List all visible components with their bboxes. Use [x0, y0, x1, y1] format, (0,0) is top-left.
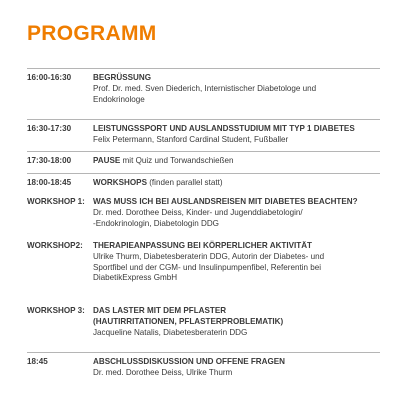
program-row — [27, 119, 380, 151]
program-row — [27, 151, 380, 173]
row-body — [93, 197, 380, 241]
row-body — [93, 156, 380, 173]
page-title: PROGRAMM — [27, 22, 157, 45]
row-body — [93, 306, 380, 352]
row-line: Dr. med. Dorothee Deiss, Ulrike Thurm — [93, 367, 233, 377]
row-line: DiabetikExpress GmbH — [93, 273, 178, 283]
row-subheading: (HAUTIRRITATIONEN, PFLASTERPROBLEMATIK) — [93, 316, 284, 326]
row-line: Prof. Dr. med. Sven Diederich, Internistischer Diabetologe und — [93, 83, 317, 93]
row-time: 18:00-18:45 — [27, 178, 72, 187]
row-line: Sportfibel und der CGM- und Insulinpumpenfibel, Referentin bei — [93, 262, 322, 272]
row-heading: ABSCHLUSSDISKUSSION UND OFFENE FRAGEN — [93, 357, 286, 366]
row-time: 17:30-18:00 — [27, 156, 72, 165]
program-row — [27, 306, 380, 352]
row-body — [93, 178, 380, 195]
row-heading: PAUSE — [93, 156, 121, 165]
row-line: Felix Petermann, Stanford Cardinal Student, Fußballer — [93, 134, 289, 144]
row-body — [93, 357, 380, 382]
row-heading: DAS LASTER MIT DEM PFLASTER — [93, 306, 227, 315]
program-list — [27, 68, 380, 382]
row-heading: WAS MUSS ICH BEI AUSLANDSREISEN MIT DIABETES BEACHTEN? — [93, 197, 358, 206]
program-row — [27, 195, 380, 241]
row-heading: THERAPIEANPASSUNG BEI KÖRPERLICHER AKTIVITÄT — [93, 241, 312, 250]
row-body — [93, 73, 380, 119]
row-time: WORKSHOP2: — [27, 241, 83, 250]
row-time: WORKSHOP 3: — [27, 306, 85, 315]
program-row — [27, 68, 380, 119]
row-line: Endokrinologe — [93, 94, 145, 104]
row-text: (finden parallel statt) — [146, 178, 223, 187]
row-heading: BEGRÜSSUNG — [93, 73, 152, 82]
row-line: Dr. med. Dorothee Deiss, Kinder- und Jugenddiabetologin/ — [93, 207, 303, 217]
row-heading: WORKSHOPS — [93, 178, 147, 187]
row-body — [93, 124, 380, 151]
program-row — [27, 173, 380, 195]
row-time: 18:45 — [27, 357, 48, 366]
row-heading: LEISTUNGSSPORT UND AUSLANDSSTUDIUM MIT TYP 1 DIABETES — [93, 124, 355, 133]
row-text: mit Quiz und Torwandschießen — [120, 156, 234, 165]
program-row — [27, 241, 380, 306]
row-time: 16:30-17:30 — [27, 124, 72, 133]
program-row — [27, 352, 380, 382]
row-body — [93, 241, 380, 306]
row-line: -Endokrinologin, Diabetologin DDG — [93, 218, 219, 228]
row-time: WORKSHOP 1: — [27, 197, 85, 206]
row-line: Ulrike Thurm, Diabetesberaterin DDG, Autorin der Diabetes- und — [93, 251, 325, 261]
row-line: Jacqueline Natalis, Diabetesberaterin DDG — [93, 327, 248, 337]
row-time: 16:00-16:30 — [27, 73, 72, 82]
